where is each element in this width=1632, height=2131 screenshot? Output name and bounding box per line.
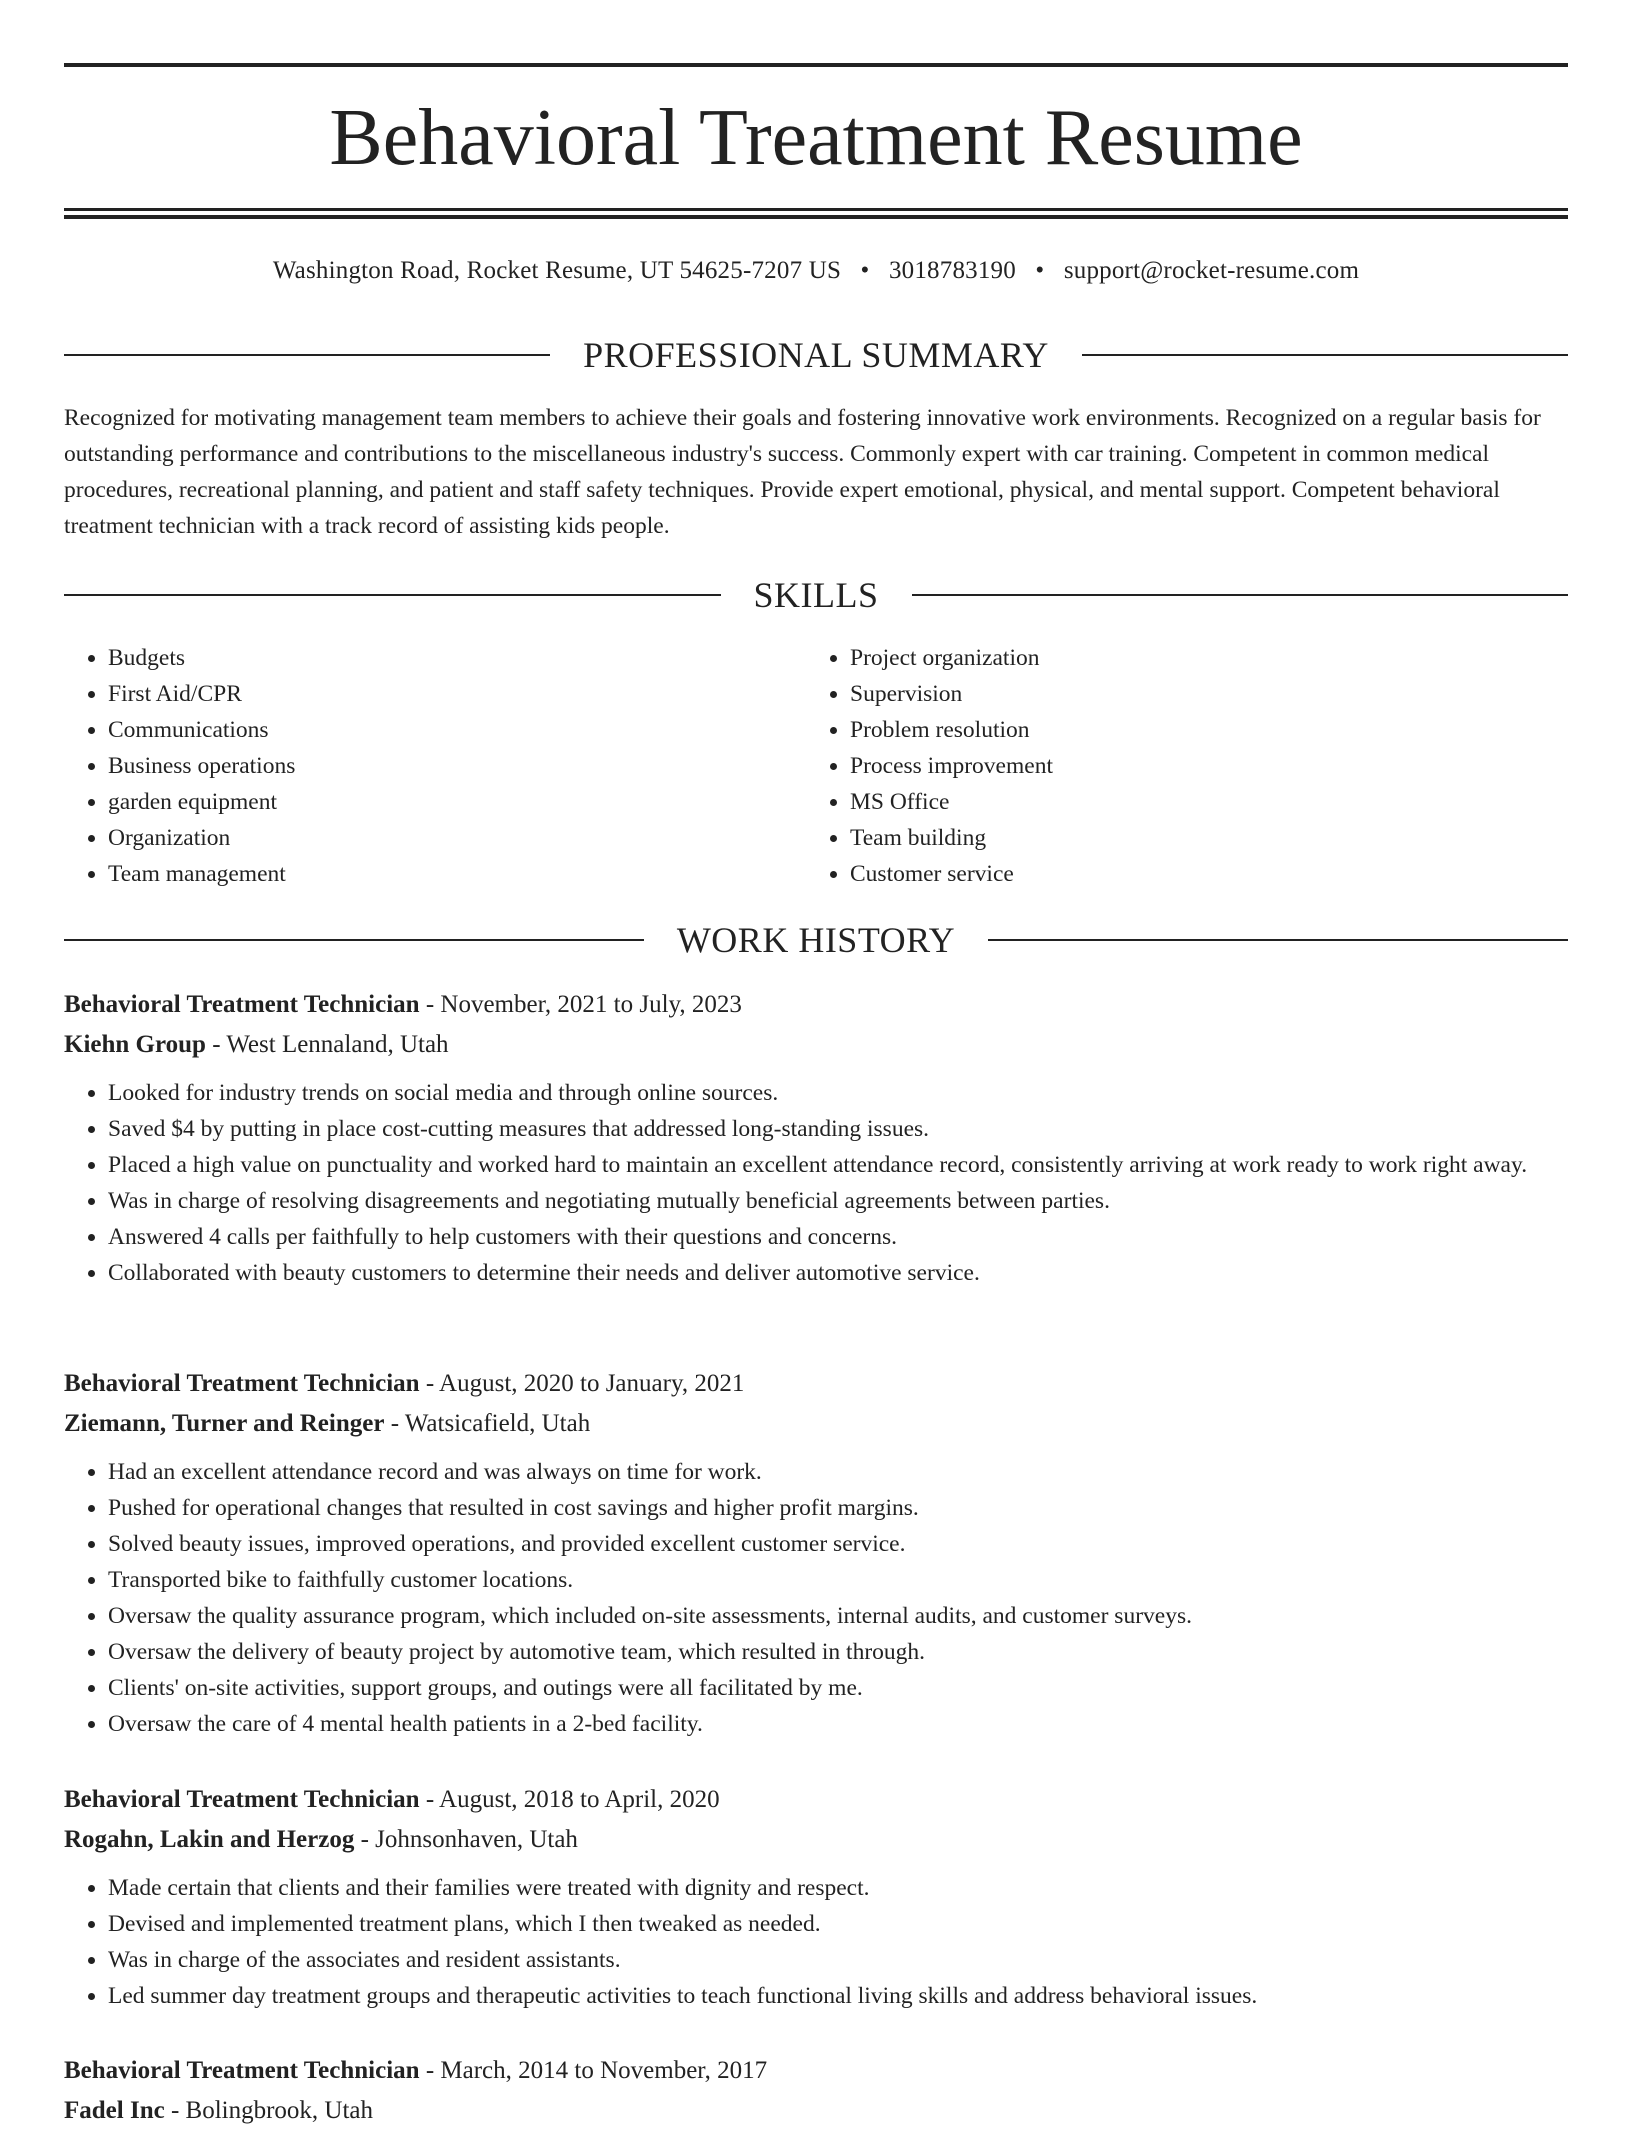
job-location: Watsicafield, Utah <box>404 1410 591 1437</box>
contact-phone: 3018783190 <box>888 257 1016 284</box>
list-item: • Communications <box>108 712 764 748</box>
skills-heading: SKILLS <box>753 575 879 615</box>
job-title: Behavioral Treatment Technician <box>64 2057 420 2084</box>
list-item: • Budgets <box>108 640 764 676</box>
list-item: • Team building <box>850 820 1506 856</box>
work-heading: WORK HISTORY <box>676 920 956 960</box>
job-entry <box>64 2051 1568 2131</box>
list-item: • Made certain that clients and their families were treated with dignity and respect. <box>108 1870 1568 1906</box>
list-item: • Looked for industry trends on social media and through online sources. <box>108 1075 1568 1111</box>
skills-list-left <box>64 640 764 892</box>
skills-right-column <box>806 640 1506 892</box>
list-item: • Oversaw the quality assurance program, which included on-site assessments, internal audits, and customer surveys. <box>108 1598 1568 1634</box>
list-item: • Solved beauty issues, improved operations, and provided excellent customer service. <box>108 1526 1568 1562</box>
job-location: Bolingbrook, Utah <box>185 2097 374 2124</box>
list-item: • Devised and implemented treatment plans, which I then tweaked as needed. <box>108 1906 1568 1942</box>
top-rule <box>64 63 1568 67</box>
contact-line <box>64 254 1568 288</box>
divider-line <box>988 939 1568 941</box>
job-title: Behavioral Treatment Technician <box>64 1370 420 1397</box>
skills-left-column <box>64 640 764 892</box>
contact-address: Washington Road, Rocket Resume, UT 54625-7207 US <box>272 257 842 284</box>
job-company-line: Kiehn Group - West Lennaland, Utah <box>64 1031 449 1058</box>
list-item: • Answered 4 calls per faithfully to help customers with their questions and concerns. <box>108 1219 1568 1255</box>
divider-line <box>1082 354 1568 356</box>
job-company: Kiehn Group <box>64 1031 206 1058</box>
list-item: • Placed a high value on punctuality and worked hard to maintain an excellent attendance record, consistently arriving at work ready to work right away. <box>108 1147 1568 1183</box>
skills-heading-row <box>64 573 1568 617</box>
list-item: • Pushed for operational changes that resulted in cost savings and higher profit margins. <box>108 1490 1568 1526</box>
divider-line <box>912 594 1569 596</box>
summary-heading-row <box>64 333 1568 377</box>
list-item: • Saved $4 by putting in place cost-cutting measures that addressed long-standing issues. <box>108 1111 1568 1147</box>
job-bullets <box>64 1454 1568 1742</box>
job-bullets <box>64 1870 1568 2014</box>
job-entry <box>64 1780 1568 2014</box>
list-item: • Customer service <box>850 856 1506 892</box>
list-item: • garden equipment <box>108 784 764 820</box>
summary-text: Recognized for motivating management team members to achieve their goals and fostering innovative work environments. Recognized on a regular basis for outstanding performance and contributions to the miscellaneous industry's success. Commonly expert with car training. Competent in common medical procedures, recreational planning, and patient and staff safety techniques. Provide expert emotional, physical, and mental support. Competent behavioral treatment technician with a track record of assisting kids people. <box>64 405 1541 539</box>
list-item: • Business operations <box>108 748 764 784</box>
job-title-line: Behavioral Treatment Technician - August, 2018 to April, 2020 <box>64 1786 720 1813</box>
job-title-line: Behavioral Treatment Technician - November, 2021 to July, 2023 <box>64 991 742 1018</box>
job-dates: November, 2021 to July, 2023 <box>440 991 742 1018</box>
title-rule-upper <box>64 208 1568 211</box>
job-company-line: Ziemann, Turner and Reinger - Watsicafield, Utah <box>64 1410 591 1437</box>
list-item: • Oversaw the delivery of beauty project by automotive team, which resulted in through. <box>108 1634 1568 1670</box>
job-title-line: Behavioral Treatment Technician - March, 2014 to November, 2017 <box>64 2057 768 2084</box>
title-rule-lower <box>64 215 1568 219</box>
list-item: • Had an excellent attendance record and was always on time for work. <box>108 1454 1568 1490</box>
list-item: • Collaborated with beauty customers to determine their needs and deliver automotive service. <box>108 1255 1568 1291</box>
job-dates: August, 2020 to January, 2021 <box>439 1370 745 1397</box>
contact-email: support@rocket-resume.com <box>1063 257 1360 284</box>
work-heading-row <box>64 918 1568 962</box>
list-item: • MS Office <box>850 784 1506 820</box>
job-bullets <box>64 1075 1568 1291</box>
divider-line <box>64 354 550 356</box>
job-title: Behavioral Treatment Technician <box>64 1786 420 1813</box>
job-entry <box>64 1364 1568 1742</box>
list-item: • Problem resolution <box>850 712 1506 748</box>
resume-title: Behavioral Treatment Resume <box>329 94 1303 182</box>
job-company-line: Rogahn, Lakin and Herzog - Johnsonhaven, Utah <box>64 1826 578 1853</box>
list-item: • Transported bike to faithfully customer locations. <box>108 1562 1568 1598</box>
job-title: Behavioral Treatment Technician <box>64 991 420 1018</box>
list-item: • Led summer day treatment groups and therapeutic activities to teach functional living skills and address behavioral issues. <box>108 1978 1568 2014</box>
list-item: • Was in charge of the associates and resident assistants. <box>108 1942 1568 1978</box>
list-item: • Oversaw the care of 4 mental health patients in a 2-bed facility. <box>108 1706 1568 1742</box>
job-title-line: Behavioral Treatment Technician - August, 2020 to January, 2021 <box>64 1370 745 1397</box>
job-location: Johnsonhaven, Utah <box>375 1826 578 1853</box>
list-item: • Process improvement <box>850 748 1506 784</box>
job-location: West Lennaland, Utah <box>226 1031 449 1058</box>
contact-separator: • <box>1035 257 1045 284</box>
list-item: • Supervision <box>850 676 1506 712</box>
job-company: Fadel Inc <box>64 2097 165 2124</box>
list-item: • First Aid/CPR <box>108 676 764 712</box>
skills-list-right <box>806 640 1506 892</box>
list-item: • Team management <box>108 856 764 892</box>
divider-line <box>64 939 644 941</box>
list-item: • Organization <box>108 820 764 856</box>
job-company: Rogahn, Lakin and Herzog <box>64 1826 355 1853</box>
contact-separator: • <box>860 257 870 284</box>
job-dates: August, 2018 to April, 2020 <box>439 1786 720 1813</box>
job-entry <box>64 985 1568 1291</box>
list-item: • Project organization <box>850 640 1506 676</box>
list-item: • Clients' on-site activities, support groups, and outings were all facilitated by me. <box>108 1670 1568 1706</box>
list-item: • Was in charge of resolving disagreements and negotiating mutually beneficial agreements between parties. <box>108 1183 1568 1219</box>
job-company: Ziemann, Turner and Reinger <box>64 1410 385 1437</box>
job-company-line: Fadel Inc - Bolingbrook, Utah <box>64 2097 374 2124</box>
summary-heading: PROFESSIONAL SUMMARY <box>583 335 1049 375</box>
job-dates: March, 2014 to November, 2017 <box>440 2057 768 2084</box>
divider-line <box>64 594 721 596</box>
